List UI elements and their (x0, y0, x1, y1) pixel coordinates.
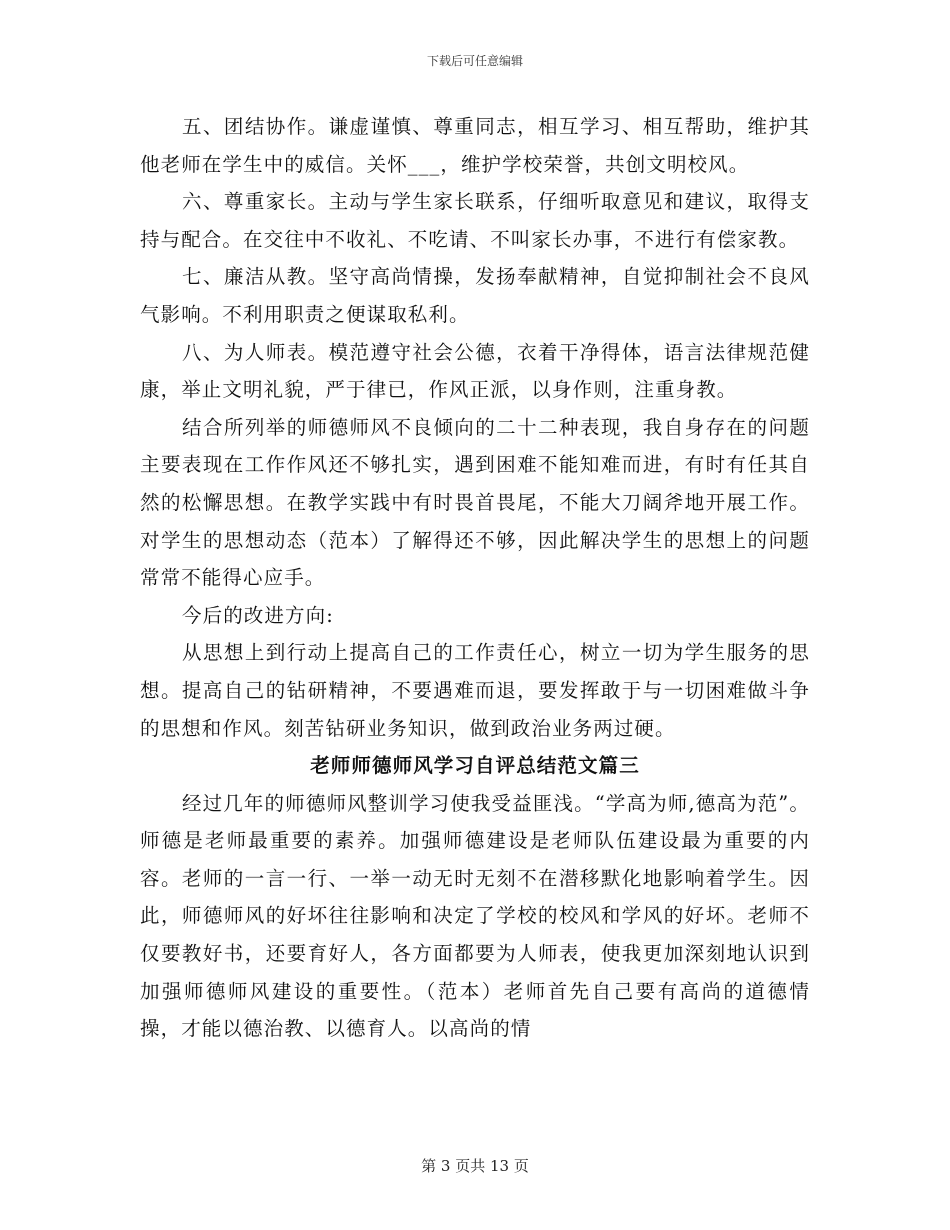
paragraph-respect-parents: 六、尊重家长。主动与学生家长联系，仔细听取意见和建议，取得支持与配合。在交往中不收礼、不吃请、不叫家长办事，不进行有偿家教。 (140, 190, 810, 251)
paragraph-role-model: 八、为人师表。模范遵守社会公德，衣着干净得体，语言法律规范健康，举止文明礼貌，严于律已，作风正派，以身作则，注重身教。 (140, 340, 810, 402)
paragraph-improvement: 从思想上到行动上提高自己的工作责任心，树立一切为学生服务的思想。提高自己的钻研精神，不要遇难而退，要发挥敢于与一切困难做斗争的思想和作风。刻苦钻研业务知识，做到政治业务两过硬。 (140, 641, 810, 740)
page-header: 下载后可任意编辑 (426, 54, 523, 68)
paragraph-integrity: 七、廉洁从教。坚守高尚情操，发扬奉献精神，自觉抑制社会不良风气影响。不利用职责之便谋取私利。 (140, 265, 810, 326)
document-body (140, 108, 810, 1048)
paragraph-improvement-heading: 今后的改进方向: (182, 603, 334, 627)
paragraph-self-assessment: 结合所列举的师德师风不良倾向的二十二种表现，我自身存在的问题主要表现在工作作风还不够扎实，遇到困难不能知难而进，有时有任其自然的松懈思想。在教学实践中有时畏首畏尾，不能大刀阔斧地开展工作。对学生的思想动态（范本）了解得还不够，因此解决学生的思想上的问题常常不能得心应手。 (140, 415, 810, 590)
section-title: 老师师德师风学习自评总结范文篇三 (310, 754, 640, 778)
paragraph-solidarity: 五、团结协作。谦虚谨慎、尊重同志，相互学习、相互帮助，维护其他老师在学生中的威信。关怀___，维护学校荣誉，共创文明校风。 (140, 115, 810, 176)
paragraph-section-three: 经过几年的师德师风整训学习使我受益匪浅。“学高为师,德高为范”。师德是老师最重要的素养。加强师德建设是老师队伍建设最为重要的内容。老师的一言一行、一举一动无时无刻不在潜移默化地影响着学生。因此，师德师风的好坏往往影响和决定了学校的校风和学风的好坏。老师不仅要教好书，还要育好人，各方面都要为人师表，使我更加深刻地认识到加强师德师风建设的重要性。（范本）老师首先自己要有高尚的道德情操，才能以德治教、以德育人。以高尚的情 (140, 791, 810, 1041)
page-footer: 第 3 页共 13 页 (421, 1157, 529, 1175)
